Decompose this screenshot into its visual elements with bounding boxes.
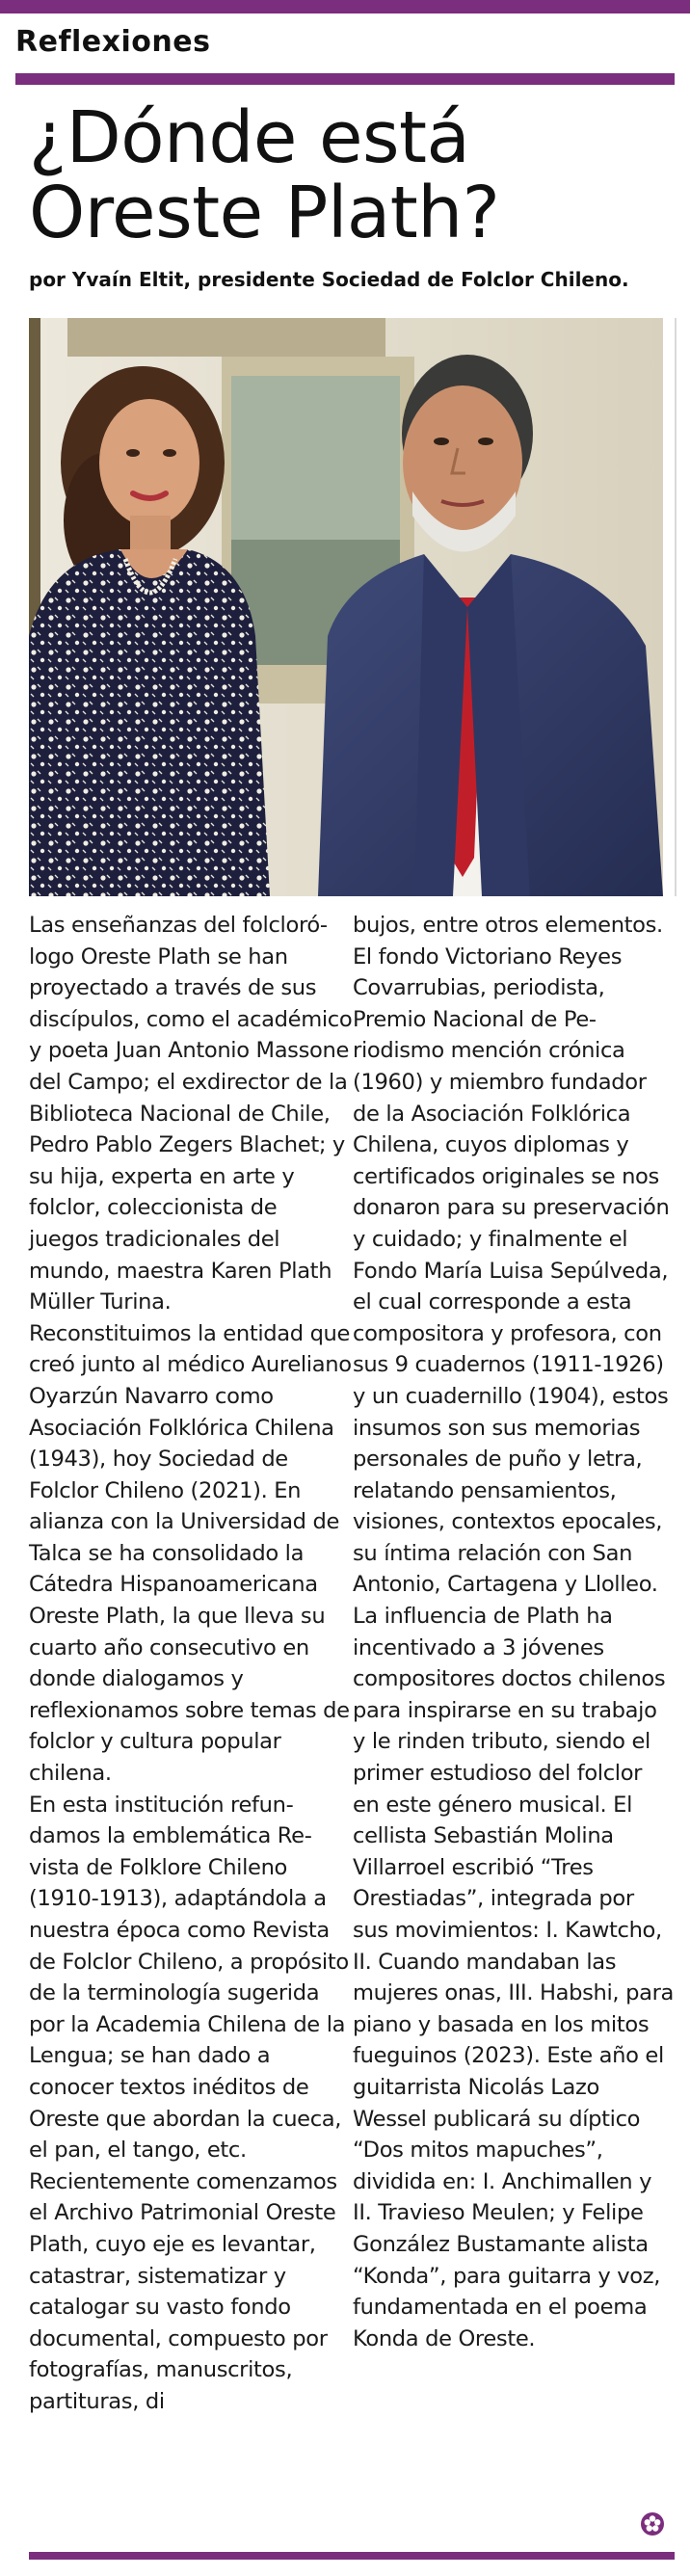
paragraph: bujos, entre otros elementos. El fondo Victoriano Reyes Covarrubias, periodista, Premio Nacional de Periodismo mención crónica (1960) y miembro fundador de la Asociación Folklórica Chilena, cuyos diplomas y certificados originales se nos donaron para su preservación y cuidado; y finalmente el Fondo María Luisa Sepúlveda, el cual corresponde a esta compositora y profesora, con sus 9 cuadernos (1911-1926) y un cuadernillo (1904), estos insumos son sus memorias personales de puño y letra, relatando pensamientos, visiones, contextos epocales, su íntima relación con San Antonio, Cartagena y Llolleo.: [353, 913, 670, 1598]
bottom-rule: [29, 2552, 675, 2560]
article-photo: [29, 318, 663, 896]
article-byline: por Yvaín Eltit, presidente Sociedad de Folclor Chileno.: [29, 268, 629, 291]
paragraph: Recientemente comenzamos el Archivo Patrimonial Oreste Plath, cuyo eje es levantar, catastrar, sistematizar y catalogar su vasto fondo documental, compuesto por fotografías, manuscritos, partituras, di: [29, 2168, 337, 2414]
paragraph: En esta institución refundamos la emblemática Revista de Folklore Chileno (1910-1913), adaptándola a nuestra época como Revista de Folclor Chileno, a propósito de la terminología sugerida por la Academia Chilena de la Lengua; se han dado a conocer textos inéditos de Oreste que abordan la cueca, el pan, el tango, etc.: [29, 1792, 349, 2164]
photo-edge-shadow: [675, 318, 677, 896]
top-accent-bar: [0, 0, 690, 13]
paragraph: La influencia de Plath ha incentivado a 3 jóvenes compositores doctos chilenos para inspirarse en su trabajo y le rinden tributo, siendo el primer estudioso del folclor en este género musical. El cellista Sebastián Molina Villarroel escribió “Tres Orestiadas”, integrada por sus movimientos: I. Kawtcho, II. Cuando mandaban las mujeres onas, III. Habshi, para piano y basada en los mitos fueguinos (2023). Este año el guitarrista Nicolás Lazo Wessel publicará su díptico “Dos mitos mapuches”, dividida en: I. Anchimallen y II. Travieso Meulen; y Felipe González Bustamante alista “Konda”, para guitarra y voz, fundamentada en el poema Konda de Oreste.: [353, 1604, 675, 2351]
headline-line-1: ¿Dónde está: [29, 96, 470, 179]
article-column-right: [353, 910, 675, 2354]
article-column-left: [29, 910, 353, 2418]
paragraph: Las enseñanzas del folclorólogo Oreste Plath se han proyectado a través de sus discípulos, como el académico y poeta Juan Antonio Massone del Campo; el exdirector de la Biblioteca Nacional de Chile, Pedro Pablo Zegers Blachet; y su hija, experta en arte y folclor, coleccionista de juegos tradicionales del mundo, maestra Karen Plath Müller Turina.: [29, 913, 353, 1315]
flower-end-mark-icon: [640, 2511, 665, 2536]
section-label: Reflexiones: [15, 25, 211, 59]
article-headline: [29, 96, 665, 254]
headline-line-2: Oreste Plath?: [29, 172, 500, 254]
section-rule: [15, 73, 675, 85]
paragraph: Reconstituimos la entidad que creó junto al médico Aureliano Oyarzún Navarro como Asociación Folklórica Chilena (1943), hoy Sociedad de Folclor Chileno (2021). En alianza con la Universidad de Talca se ha consolidado la Cátedra Hispanoamericana Oreste Plath, la que lleva su cuarto año consecutivo en donde dialogamos y reflexionamos sobre temas de folclor y cultura popular chilena.: [29, 1320, 352, 1787]
